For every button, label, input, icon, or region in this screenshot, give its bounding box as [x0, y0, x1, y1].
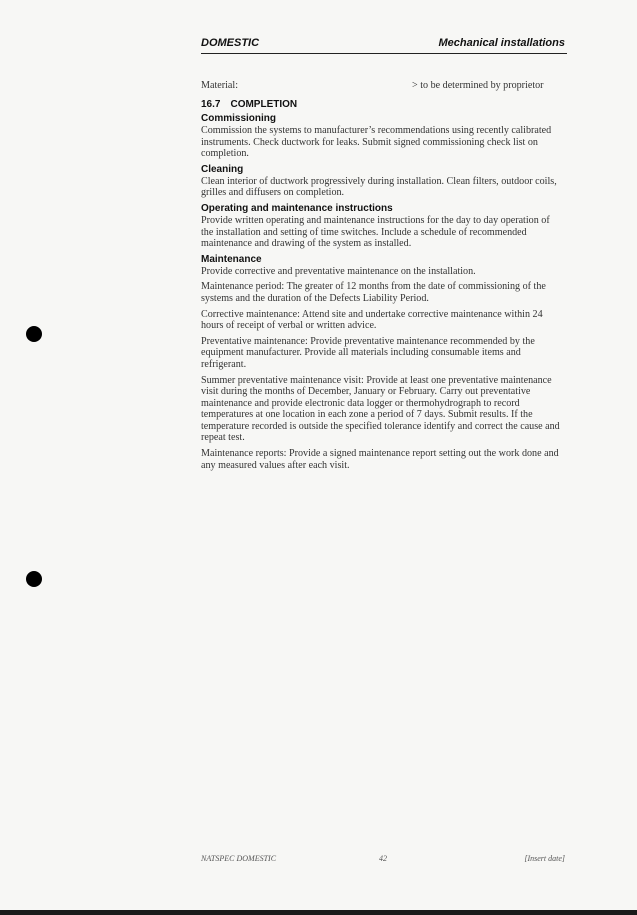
maintenance-paragraph: Maintenance reports: Provide a signed maintenance report setting out the work done and any measured values after each visit.: [201, 448, 559, 471]
maintenance-heading: Maintenance: [201, 253, 262, 265]
material-row: [201, 80, 563, 93]
header-chapter-name: Mechanical installations: [438, 37, 565, 49]
punch-hole: [26, 326, 42, 342]
section-number: 16.7: [201, 99, 221, 110]
operating-heading: Operating and maintenance instructions: [201, 202, 393, 214]
material-value: > to be determined by proprietor: [412, 80, 544, 91]
maintenance-paragraph: Preventative maintenance: Provide preventative maintenance recommended by the equipment manufacturer. Provide all materials including consumable items and refrigerant.: [201, 335, 535, 370]
scan-edge: [0, 910, 637, 915]
page-body: [201, 80, 563, 475]
maintenance-paragraph: Corrective maintenance: Attend site and undertake corrective maintenance within 24 hours of receipt of verbal or written advice.: [201, 308, 543, 332]
commissioning-heading: Commissioning: [201, 113, 277, 124]
footer-page-number: 42: [379, 854, 387, 863]
operating-text: Provide written operating and maintenance instructions for the day to day operation of the installation and setting of time switches. Include a schedule of recommended maintenance and drawing of the system as installed.: [201, 214, 550, 250]
section-title: COMPLETION: [230, 99, 298, 110]
footer-date: [Insert date]: [524, 854, 565, 863]
header-section-name: DOMESTIC: [201, 37, 260, 49]
cleaning-text: Clean interior of ductwork progressively during installation. Clean filters, outdoor coils, grilles and diffusers on completion.: [201, 175, 557, 199]
material-label: Material:: [201, 80, 238, 91]
maintenance-paragraph: Summer preventative maintenance visit: Provide at least one preventative maintenance visit during the months of December, January or February. Carry out preventative maintenance and provide electronic data logger or thermohydrograph to record temperatures at one location in each zone a period of 7 days. Submit results. If the temperature recorded is outside the specified tolerance identify and correct the cause and repeat test.: [201, 374, 560, 444]
punch-hole: [26, 571, 42, 587]
page-footer: [201, 854, 567, 866]
maintenance-paragraph: Provide corrective and preventative maintenance on the installation.: [201, 265, 476, 277]
footer-publisher: NATSPEC DOMESTIC: [201, 854, 277, 863]
maintenance-paragraph: Maintenance period: The greater of 12 months from the date of commissioning of the systems and the duration of the Defects Liability Period.: [201, 281, 546, 304]
section-heading: [201, 99, 563, 111]
cleaning-heading: Cleaning: [201, 163, 244, 175]
page-header: [201, 36, 567, 54]
commissioning-text: Commission the systems to manufacturer’s recommendations using recently calibrated instruments. Check ductwork for leaks. Submit signed commissioning check list on completion.: [201, 125, 552, 160]
